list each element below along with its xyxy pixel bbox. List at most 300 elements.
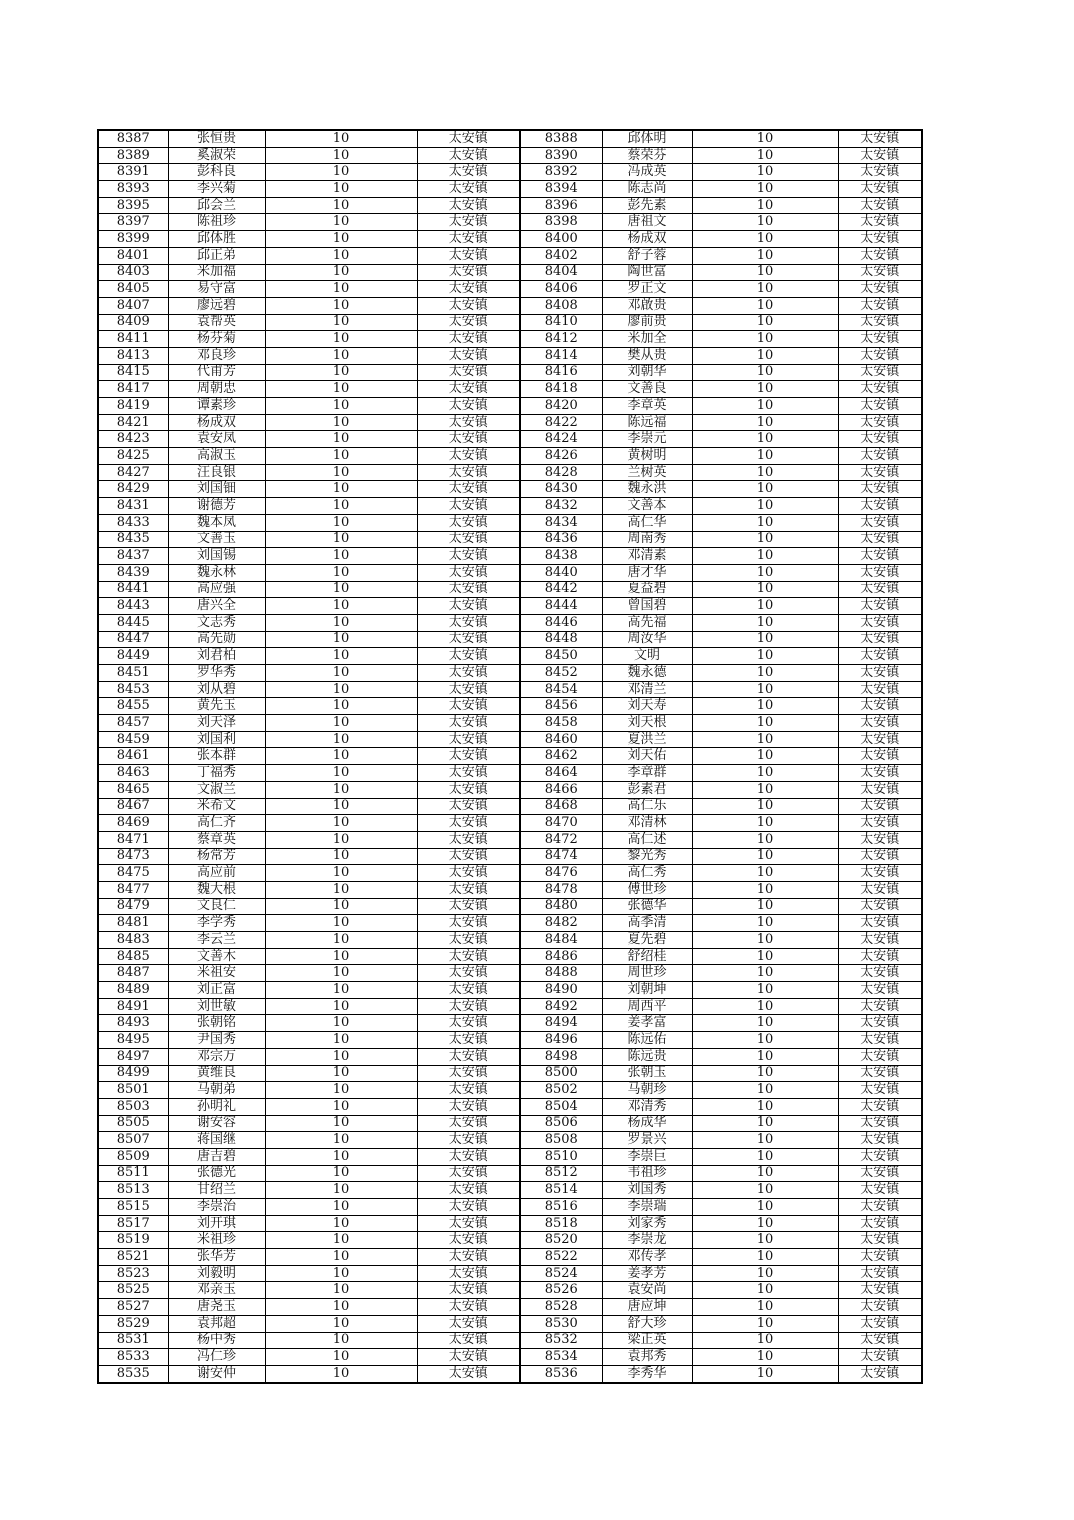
- cell-person-name: 文明: [602, 648, 692, 665]
- cell-person-name: 刘天根: [602, 715, 692, 732]
- cell-amount: 10: [692, 1082, 838, 1099]
- cell-amount: 10: [692, 247, 838, 264]
- cell-person-name: 尹国秀: [168, 1032, 265, 1049]
- cell-amount: 10: [692, 264, 838, 281]
- cell-entry-number: 8533: [98, 1349, 168, 1366]
- cell-person-name: 唐祖文: [602, 214, 692, 231]
- cell-amount: 10: [692, 464, 838, 481]
- cell-town: 太安镇: [838, 698, 922, 715]
- cell-entry-number: 8506: [520, 1115, 602, 1132]
- cell-town: 太安镇: [417, 1349, 520, 1366]
- cell-town: 太安镇: [417, 631, 520, 648]
- cell-town: 太安镇: [838, 1265, 922, 1282]
- cell-person-name: 刘世敏: [168, 998, 265, 1015]
- cell-person-name: 袁安尚: [602, 1282, 692, 1299]
- cell-amount: 10: [265, 1199, 417, 1216]
- cell-person-name: 刘国秀: [602, 1182, 692, 1199]
- cell-amount: 10: [692, 1349, 838, 1366]
- cell-entry-number: 8508: [520, 1132, 602, 1149]
- table-row: [98, 982, 922, 999]
- cell-entry-number: 8423: [98, 431, 168, 448]
- cell-person-name: 李秀华: [602, 1365, 692, 1382]
- cell-amount: 10: [692, 631, 838, 648]
- cell-amount: 10: [692, 297, 838, 314]
- cell-town: 太安镇: [417, 648, 520, 665]
- cell-town: 太安镇: [838, 1032, 922, 1049]
- cell-amount: 10: [265, 1098, 417, 1115]
- cell-town: 太安镇: [417, 1299, 520, 1316]
- cell-town: 太安镇: [838, 381, 922, 398]
- cell-town: 太安镇: [838, 197, 922, 214]
- cell-entry-number: 8415: [98, 364, 168, 381]
- cell-entry-number: 8490: [520, 982, 602, 999]
- cell-amount: 10: [265, 181, 417, 198]
- cell-town: 太安镇: [417, 614, 520, 631]
- cell-amount: 10: [265, 564, 417, 581]
- cell-entry-number: 8429: [98, 481, 168, 498]
- table-row: [98, 1215, 922, 1232]
- cell-entry-number: 8524: [520, 1265, 602, 1282]
- cell-person-name: 邓清素: [602, 548, 692, 565]
- cell-entry-number: 8491: [98, 998, 168, 1015]
- cell-person-name: 李学秀: [168, 915, 265, 932]
- cell-town: 太安镇: [838, 631, 922, 648]
- cell-entry-number: 8463: [98, 765, 168, 782]
- cell-entry-number: 8437: [98, 548, 168, 565]
- cell-entry-number: 8525: [98, 1282, 168, 1299]
- cell-person-name: 汪良银: [168, 464, 265, 481]
- table-row: [98, 214, 922, 231]
- cell-person-name: 奚淑荣: [168, 147, 265, 164]
- cell-entry-number: 8390: [520, 147, 602, 164]
- cell-entry-number: 8489: [98, 982, 168, 999]
- cell-person-name: 丁福秀: [168, 765, 265, 782]
- cell-person-name: 彭科良: [168, 164, 265, 181]
- table-row: [98, 498, 922, 515]
- cell-town: 太安镇: [417, 815, 520, 832]
- table-row: [98, 130, 922, 147]
- cell-person-name: 舒绍桂: [602, 948, 692, 965]
- cell-entry-number: 8387: [98, 130, 168, 147]
- cell-amount: 10: [265, 347, 417, 364]
- cell-person-name: 高季清: [602, 915, 692, 932]
- cell-person-name: 刘天寿: [602, 698, 692, 715]
- cell-entry-number: 8504: [520, 1098, 602, 1115]
- cell-town: 太安镇: [417, 381, 520, 398]
- cell-amount: 10: [265, 247, 417, 264]
- cell-town: 太安镇: [838, 281, 922, 298]
- cell-entry-number: 8465: [98, 781, 168, 798]
- cell-person-name: 舒子蓉: [602, 247, 692, 264]
- table-row: [98, 1315, 922, 1332]
- cell-town: 太安镇: [838, 1065, 922, 1082]
- cell-town: 太安镇: [838, 581, 922, 598]
- cell-person-name: 杨中秀: [168, 1332, 265, 1349]
- cell-person-name: 刘正富: [168, 982, 265, 999]
- cell-amount: 10: [692, 665, 838, 682]
- cell-person-name: 魏永林: [168, 564, 265, 581]
- cell-entry-number: 8495: [98, 1032, 168, 1049]
- cell-entry-number: 8497: [98, 1048, 168, 1065]
- cell-person-name: 陶世富: [602, 264, 692, 281]
- cell-amount: 10: [692, 1015, 838, 1032]
- cell-entry-number: 8481: [98, 915, 168, 932]
- cell-town: 太安镇: [838, 1215, 922, 1232]
- table-row: [98, 1332, 922, 1349]
- table-row: [98, 915, 922, 932]
- cell-town: 太安镇: [417, 1115, 520, 1132]
- cell-amount: 10: [692, 164, 838, 181]
- cell-amount: 10: [265, 965, 417, 982]
- cell-person-name: 樊从贵: [602, 347, 692, 364]
- table-row: [98, 297, 922, 314]
- table-row: [98, 631, 922, 648]
- table-row: [98, 965, 922, 982]
- cell-town: 太安镇: [417, 197, 520, 214]
- cell-person-name: 刘朝坤: [602, 982, 692, 999]
- cell-entry-number: 8426: [520, 448, 602, 465]
- cell-town: 太安镇: [838, 1165, 922, 1182]
- cell-entry-number: 8492: [520, 998, 602, 1015]
- cell-amount: 10: [692, 531, 838, 548]
- cell-person-name: 甘绍兰: [168, 1182, 265, 1199]
- cell-town: 太安镇: [838, 564, 922, 581]
- cell-person-name: 文善本: [602, 498, 692, 515]
- cell-entry-number: 8475: [98, 865, 168, 882]
- cell-person-name: 唐尧玉: [168, 1299, 265, 1316]
- cell-amount: 10: [692, 314, 838, 331]
- table-row: [98, 614, 922, 631]
- cell-town: 太安镇: [838, 464, 922, 481]
- cell-person-name: 张本群: [168, 748, 265, 765]
- cell-person-name: 邓良珍: [168, 347, 265, 364]
- cell-amount: 10: [692, 1065, 838, 1082]
- table-row: [98, 331, 922, 348]
- table-row: [98, 1082, 922, 1099]
- cell-town: 太安镇: [417, 848, 520, 865]
- cell-person-name: 高仁秀: [602, 865, 692, 882]
- cell-amount: 10: [265, 531, 417, 548]
- cell-amount: 10: [265, 381, 417, 398]
- cell-entry-number: 8478: [520, 881, 602, 898]
- cell-person-name: 邓啟贵: [602, 297, 692, 314]
- table-row: [98, 932, 922, 949]
- cell-amount: 10: [265, 1215, 417, 1232]
- cell-person-name: 谢安仲: [168, 1365, 265, 1382]
- cell-amount: 10: [692, 698, 838, 715]
- cell-amount: 10: [265, 1249, 417, 1266]
- cell-person-name: 米加福: [168, 264, 265, 281]
- cell-entry-number: 8467: [98, 798, 168, 815]
- cell-amount: 10: [265, 698, 417, 715]
- cell-town: 太安镇: [417, 1332, 520, 1349]
- cell-town: 太安镇: [417, 1215, 520, 1232]
- cell-amount: 10: [692, 1182, 838, 1199]
- cell-person-name: 陈远贵: [602, 1048, 692, 1065]
- cell-town: 太安镇: [417, 731, 520, 748]
- cell-entry-number: 8534: [520, 1349, 602, 1366]
- cell-amount: 10: [692, 431, 838, 448]
- cell-entry-number: 8499: [98, 1065, 168, 1082]
- cell-entry-number: 8400: [520, 231, 602, 248]
- cell-amount: 10: [265, 915, 417, 932]
- cell-amount: 10: [265, 498, 417, 515]
- cell-entry-number: 8416: [520, 364, 602, 381]
- cell-town: 太安镇: [838, 815, 922, 832]
- cell-entry-number: 8435: [98, 531, 168, 548]
- cell-entry-number: 8459: [98, 731, 168, 748]
- cell-town: 太安镇: [417, 448, 520, 465]
- cell-person-name: 刘国钿: [168, 481, 265, 498]
- cell-amount: 10: [692, 1132, 838, 1149]
- table-row: [98, 381, 922, 398]
- cell-person-name: 李兴菊: [168, 181, 265, 198]
- cell-amount: 10: [265, 231, 417, 248]
- cell-person-name: 姜孝芳: [602, 1265, 692, 1282]
- cell-town: 太安镇: [417, 865, 520, 882]
- cell-entry-number: 8445: [98, 614, 168, 631]
- cell-town: 太安镇: [417, 765, 520, 782]
- cell-town: 太安镇: [838, 314, 922, 331]
- cell-entry-number: 8448: [520, 631, 602, 648]
- cell-town: 太安镇: [838, 398, 922, 415]
- cell-person-name: 黄维良: [168, 1065, 265, 1082]
- table-body: [98, 130, 922, 1383]
- cell-town: 太安镇: [838, 297, 922, 314]
- cell-entry-number: 8528: [520, 1299, 602, 1316]
- cell-entry-number: 8484: [520, 932, 602, 949]
- cell-person-name: 兰树英: [602, 464, 692, 481]
- cell-person-name: 文志秀: [168, 614, 265, 631]
- cell-entry-number: 8393: [98, 181, 168, 198]
- cell-amount: 10: [265, 1132, 417, 1149]
- cell-entry-number: 8458: [520, 715, 602, 732]
- cell-person-name: 邓清秀: [602, 1098, 692, 1115]
- cell-amount: 10: [692, 998, 838, 1015]
- cell-amount: 10: [692, 614, 838, 631]
- cell-person-name: 刘国利: [168, 731, 265, 748]
- cell-entry-number: 8535: [98, 1365, 168, 1382]
- cell-entry-number: 8488: [520, 965, 602, 982]
- cell-entry-number: 8406: [520, 281, 602, 298]
- cell-town: 太安镇: [417, 1282, 520, 1299]
- cell-amount: 10: [265, 448, 417, 465]
- cell-amount: 10: [265, 398, 417, 415]
- cell-entry-number: 8389: [98, 147, 168, 164]
- cell-amount: 10: [692, 1249, 838, 1266]
- cell-entry-number: 8473: [98, 848, 168, 865]
- cell-town: 太安镇: [838, 1182, 922, 1199]
- table-row: [98, 181, 922, 198]
- cell-person-name: 邓传孝: [602, 1249, 692, 1266]
- cell-amount: 10: [265, 1032, 417, 1049]
- cell-entry-number: 8474: [520, 848, 602, 865]
- cell-person-name: 杨常芳: [168, 848, 265, 865]
- cell-entry-number: 8477: [98, 881, 168, 898]
- cell-town: 太安镇: [417, 347, 520, 364]
- table-row: [98, 514, 922, 531]
- cell-person-name: 邱会兰: [168, 197, 265, 214]
- cell-person-name: 张恒贵: [168, 130, 265, 147]
- cell-town: 太安镇: [838, 431, 922, 448]
- cell-amount: 10: [265, 297, 417, 314]
- cell-person-name: 姜孝富: [602, 1015, 692, 1032]
- cell-person-name: 蔡荣芬: [602, 147, 692, 164]
- cell-town: 太安镇: [838, 264, 922, 281]
- cell-person-name: 谢安容: [168, 1115, 265, 1132]
- cell-person-name: 邓清兰: [602, 681, 692, 698]
- cell-person-name: 周世珍: [602, 965, 692, 982]
- cell-entry-number: 8412: [520, 331, 602, 348]
- cell-town: 太安镇: [417, 164, 520, 181]
- cell-town: 太安镇: [417, 915, 520, 932]
- cell-town: 太安镇: [417, 982, 520, 999]
- cell-entry-number: 8430: [520, 481, 602, 498]
- cell-town: 太安镇: [417, 948, 520, 965]
- cell-entry-number: 8422: [520, 414, 602, 431]
- cell-entry-number: 8453: [98, 681, 168, 698]
- cell-town: 太安镇: [417, 314, 520, 331]
- cell-town: 太安镇: [838, 831, 922, 848]
- cell-amount: 10: [265, 1015, 417, 1032]
- cell-town: 太安镇: [838, 965, 922, 982]
- cell-amount: 10: [692, 815, 838, 832]
- cell-town: 太安镇: [838, 1199, 922, 1216]
- cell-person-name: 刘毅明: [168, 1265, 265, 1282]
- table-row: [98, 765, 922, 782]
- table-row: [98, 564, 922, 581]
- cell-entry-number: 8536: [520, 1365, 602, 1382]
- cell-person-name: 刘从碧: [168, 681, 265, 698]
- table-row: [98, 247, 922, 264]
- table-row: [98, 781, 922, 798]
- cell-entry-number: 8479: [98, 898, 168, 915]
- cell-town: 太安镇: [417, 214, 520, 231]
- cell-town: 太安镇: [838, 731, 922, 748]
- cell-entry-number: 8413: [98, 347, 168, 364]
- cell-person-name: 张华芳: [168, 1249, 265, 1266]
- cell-amount: 10: [265, 781, 417, 798]
- cell-person-name: 高仁乐: [602, 798, 692, 815]
- cell-town: 太安镇: [838, 982, 922, 999]
- cell-person-name: 高应前: [168, 865, 265, 882]
- cell-town: 太安镇: [417, 130, 520, 147]
- cell-entry-number: 8513: [98, 1182, 168, 1199]
- cell-town: 太安镇: [417, 1032, 520, 1049]
- cell-amount: 10: [265, 431, 417, 448]
- cell-amount: 10: [692, 1232, 838, 1249]
- cell-entry-number: 8515: [98, 1199, 168, 1216]
- cell-person-name: 米希文: [168, 798, 265, 815]
- cell-town: 太安镇: [417, 181, 520, 198]
- cell-town: 太安镇: [838, 765, 922, 782]
- cell-person-name: 高仁述: [602, 831, 692, 848]
- cell-entry-number: 8419: [98, 398, 168, 415]
- cell-entry-number: 8395: [98, 197, 168, 214]
- cell-entry-number: 8511: [98, 1165, 168, 1182]
- cell-town: 太安镇: [417, 414, 520, 431]
- cell-amount: 10: [265, 731, 417, 748]
- cell-town: 太安镇: [838, 498, 922, 515]
- cell-amount: 10: [692, 231, 838, 248]
- cell-person-name: 张朝铭: [168, 1015, 265, 1032]
- cell-amount: 10: [265, 665, 417, 682]
- cell-town: 太安镇: [417, 147, 520, 164]
- cell-town: 太安镇: [417, 1265, 520, 1282]
- cell-town: 太安镇: [838, 798, 922, 815]
- cell-entry-number: 8480: [520, 898, 602, 915]
- cell-person-name: 杨成双: [602, 231, 692, 248]
- table-row: [98, 648, 922, 665]
- cell-amount: 10: [692, 1115, 838, 1132]
- cell-town: 太安镇: [838, 514, 922, 531]
- cell-person-name: 李章英: [602, 398, 692, 415]
- cell-town: 太安镇: [417, 281, 520, 298]
- cell-entry-number: 8407: [98, 297, 168, 314]
- cell-amount: 10: [692, 1098, 838, 1115]
- cell-entry-number: 8457: [98, 715, 168, 732]
- cell-person-name: 邓亲玉: [168, 1282, 265, 1299]
- cell-entry-number: 8449: [98, 648, 168, 665]
- table-row: [98, 1199, 922, 1216]
- table-row: [98, 1349, 922, 1366]
- cell-entry-number: 8433: [98, 514, 168, 531]
- cell-town: 太安镇: [838, 881, 922, 898]
- cell-person-name: 张德光: [168, 1165, 265, 1182]
- cell-town: 太安镇: [417, 1165, 520, 1182]
- cell-person-name: 米祖安: [168, 965, 265, 982]
- cell-entry-number: 8505: [98, 1115, 168, 1132]
- cell-town: 太安镇: [838, 915, 922, 932]
- cell-person-name: 罗正文: [602, 281, 692, 298]
- cell-entry-number: 8468: [520, 798, 602, 815]
- table-row: [98, 1115, 922, 1132]
- cell-amount: 10: [692, 965, 838, 982]
- cell-town: 太安镇: [838, 181, 922, 198]
- cell-town: 太安镇: [417, 498, 520, 515]
- cell-entry-number: 8442: [520, 581, 602, 598]
- cell-town: 太安镇: [838, 531, 922, 548]
- table-row: [98, 364, 922, 381]
- cell-amount: 10: [692, 414, 838, 431]
- cell-person-name: 杨成华: [602, 1115, 692, 1132]
- cell-town: 太安镇: [417, 1132, 520, 1149]
- cell-person-name: 杨芬菊: [168, 331, 265, 348]
- cell-person-name: 米加全: [602, 331, 692, 348]
- table-row: [98, 1015, 922, 1032]
- cell-town: 太安镇: [417, 1249, 520, 1266]
- cell-amount: 10: [692, 514, 838, 531]
- cell-town: 太安镇: [838, 1332, 922, 1349]
- cell-amount: 10: [692, 1332, 838, 1349]
- cell-entry-number: 8470: [520, 815, 602, 832]
- cell-amount: 10: [692, 881, 838, 898]
- cell-town: 太安镇: [838, 1315, 922, 1332]
- cell-town: 太安镇: [838, 665, 922, 682]
- cell-town: 太安镇: [838, 481, 922, 498]
- cell-entry-number: 8452: [520, 665, 602, 682]
- table-row: [98, 898, 922, 915]
- cell-amount: 10: [692, 765, 838, 782]
- cell-entry-number: 8427: [98, 464, 168, 481]
- cell-entry-number: 8394: [520, 181, 602, 198]
- cell-town: 太安镇: [838, 1132, 922, 1149]
- table-row: [98, 1265, 922, 1282]
- cell-amount: 10: [692, 331, 838, 348]
- cell-town: 太安镇: [417, 681, 520, 698]
- cell-amount: 10: [265, 1065, 417, 1082]
- cell-person-name: 谭素珍: [168, 398, 265, 415]
